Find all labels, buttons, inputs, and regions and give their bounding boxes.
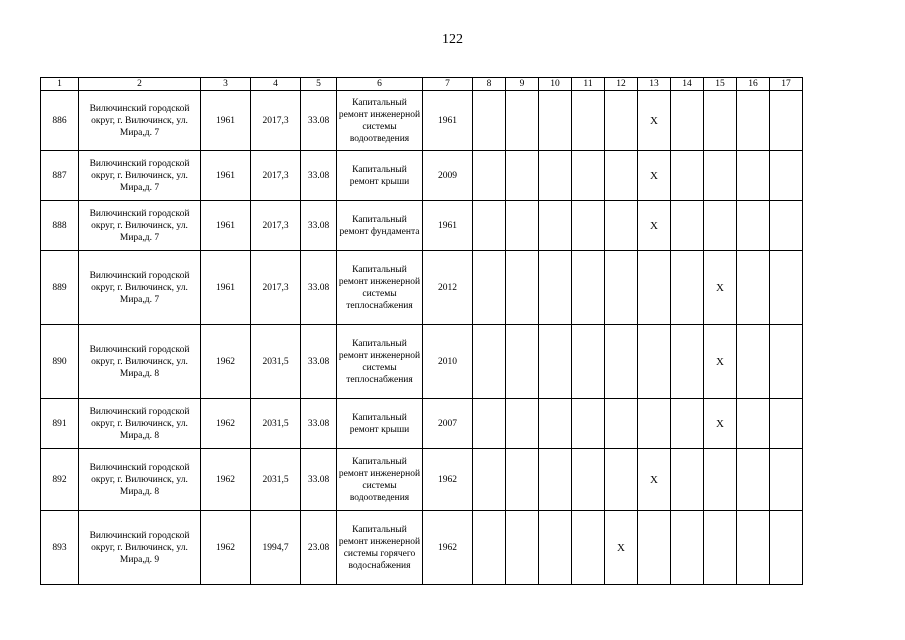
col-9-cell	[506, 151, 539, 201]
code-cell: 33.08	[301, 449, 337, 511]
work-type-cell: Капитальный ремонт инженерной системы теплоснабжения	[337, 325, 423, 399]
table-row	[41, 91, 803, 151]
col-13-cell	[638, 325, 671, 399]
table-header	[41, 78, 803, 91]
col-14-cell	[671, 201, 704, 251]
col-11-cell	[572, 251, 605, 325]
col-9-cell	[506, 511, 539, 585]
col-15-cell: X	[704, 325, 737, 399]
col-9-cell	[506, 449, 539, 511]
work-year-cell: 2012	[423, 251, 473, 325]
col-11-cell	[572, 511, 605, 585]
register-table	[40, 77, 803, 585]
address-cell: Вилючинский городской округ, г. Вилючинск, ул. Мира,д. 9	[79, 511, 201, 585]
column-header-12: 12	[605, 78, 638, 91]
col-8-cell	[473, 449, 506, 511]
col-11-cell	[572, 201, 605, 251]
col-12-cell: X	[605, 511, 638, 585]
col-14-cell	[671, 325, 704, 399]
col-16-cell	[737, 151, 770, 201]
col-10-cell	[539, 151, 572, 201]
area-cell: 2017,3	[251, 151, 301, 201]
area-cell: 2017,3	[251, 251, 301, 325]
col-16-cell	[737, 399, 770, 449]
column-header-6: 6	[337, 78, 423, 91]
code-cell: 33.08	[301, 201, 337, 251]
year-built-cell: 1962	[201, 399, 251, 449]
row-number: 886	[41, 91, 79, 151]
work-year-cell: 1961	[423, 201, 473, 251]
col-9-cell	[506, 251, 539, 325]
col-14-cell	[671, 449, 704, 511]
col-13-cell	[638, 251, 671, 325]
col-17-cell	[770, 151, 803, 201]
col-14-cell	[671, 91, 704, 151]
col-13-cell	[638, 399, 671, 449]
col-8-cell	[473, 325, 506, 399]
col-16-cell	[737, 325, 770, 399]
work-type-cell: Капитальный ремонт инженерной системы теплоснабжения	[337, 251, 423, 325]
work-type-cell: Капитальный ремонт инженерной системы водоотведения	[337, 449, 423, 511]
col-15-cell	[704, 91, 737, 151]
table-row	[41, 251, 803, 325]
col-16-cell	[737, 449, 770, 511]
work-type-cell: Капитальный ремонт инженерной системы горячего водоснабжения	[337, 511, 423, 585]
header-row	[41, 78, 803, 91]
col-9-cell	[506, 399, 539, 449]
year-built-cell: 1961	[201, 251, 251, 325]
column-header-5: 5	[301, 78, 337, 91]
column-header-1: 1	[41, 78, 79, 91]
col-17-cell	[770, 511, 803, 585]
column-header-17: 17	[770, 78, 803, 91]
address-cell: Вилючинский городской округ, г. Вилючинск, ул. Мира,д. 7	[79, 151, 201, 201]
work-type-cell: Капитальный ремонт крыши	[337, 151, 423, 201]
col-17-cell	[770, 399, 803, 449]
row-number: 892	[41, 449, 79, 511]
year-built-cell: 1961	[201, 201, 251, 251]
col-13-cell: X	[638, 151, 671, 201]
col-10-cell	[539, 511, 572, 585]
col-12-cell	[605, 201, 638, 251]
col-10-cell	[539, 251, 572, 325]
col-10-cell	[539, 399, 572, 449]
year-built-cell: 1962	[201, 449, 251, 511]
table-row	[41, 511, 803, 585]
code-cell: 33.08	[301, 325, 337, 399]
col-10-cell	[539, 449, 572, 511]
address-cell: Вилючинский городской округ, г. Вилючинск, ул. Мира,д. 8	[79, 449, 201, 511]
address-cell: Вилючинский городской округ, г. Вилючинск, ул. Мира,д. 7	[79, 201, 201, 251]
work-year-cell: 1962	[423, 511, 473, 585]
col-10-cell	[539, 91, 572, 151]
area-cell: 2017,3	[251, 91, 301, 151]
col-10-cell	[539, 325, 572, 399]
code-cell: 33.08	[301, 251, 337, 325]
area-cell: 2017,3	[251, 201, 301, 251]
col-8-cell	[473, 151, 506, 201]
column-header-15: 15	[704, 78, 737, 91]
col-17-cell	[770, 325, 803, 399]
area-cell: 1994,7	[251, 511, 301, 585]
col-11-cell	[572, 151, 605, 201]
column-header-10: 10	[539, 78, 572, 91]
year-built-cell: 1962	[201, 511, 251, 585]
code-cell: 33.08	[301, 399, 337, 449]
col-9-cell	[506, 91, 539, 151]
col-15-cell	[704, 511, 737, 585]
year-built-cell: 1962	[201, 325, 251, 399]
col-16-cell	[737, 91, 770, 151]
col-11-cell	[572, 449, 605, 511]
work-type-cell: Капитальный ремонт инженерной системы водоотведения	[337, 91, 423, 151]
col-11-cell	[572, 399, 605, 449]
col-11-cell	[572, 325, 605, 399]
area-cell: 2031,5	[251, 399, 301, 449]
table-row	[41, 201, 803, 251]
col-15-cell	[704, 201, 737, 251]
work-year-cell: 1962	[423, 449, 473, 511]
col-8-cell	[473, 251, 506, 325]
col-17-cell	[770, 449, 803, 511]
row-number: 893	[41, 511, 79, 585]
col-16-cell	[737, 251, 770, 325]
year-built-cell: 1961	[201, 91, 251, 151]
col-14-cell	[671, 251, 704, 325]
address-cell: Вилючинский городской округ, г. Вилючинск, ул. Мира,д. 7	[79, 251, 201, 325]
row-number: 889	[41, 251, 79, 325]
col-15-cell	[704, 151, 737, 201]
column-header-2: 2	[79, 78, 201, 91]
address-cell: Вилючинский городской округ, г. Вилючинск, ул. Мира,д. 8	[79, 325, 201, 399]
address-cell: Вилючинский городской округ, г. Вилючинск, ул. Мира,д. 7	[79, 91, 201, 151]
col-13-cell: X	[638, 91, 671, 151]
area-cell: 2031,5	[251, 325, 301, 399]
work-type-cell: Капитальный ремонт крыши	[337, 399, 423, 449]
column-header-9: 9	[506, 78, 539, 91]
code-cell: 23.08	[301, 511, 337, 585]
col-16-cell	[737, 201, 770, 251]
col-14-cell	[671, 151, 704, 201]
column-header-8: 8	[473, 78, 506, 91]
work-year-cell: 2009	[423, 151, 473, 201]
col-11-cell	[572, 91, 605, 151]
address-cell: Вилючинский городской округ, г. Вилючинск, ул. Мира,д. 8	[79, 399, 201, 449]
table-row	[41, 325, 803, 399]
col-15-cell	[704, 449, 737, 511]
col-14-cell	[671, 511, 704, 585]
work-year-cell: 2007	[423, 399, 473, 449]
column-header-11: 11	[572, 78, 605, 91]
col-13-cell	[638, 511, 671, 585]
col-10-cell	[539, 201, 572, 251]
page-number: 122	[442, 32, 463, 47]
col-8-cell	[473, 399, 506, 449]
col-17-cell	[770, 201, 803, 251]
col-17-cell	[770, 91, 803, 151]
column-header-16: 16	[737, 78, 770, 91]
table-row	[41, 151, 803, 201]
column-header-4: 4	[251, 78, 301, 91]
col-12-cell	[605, 91, 638, 151]
col-15-cell: X	[704, 251, 737, 325]
area-cell: 2031,5	[251, 449, 301, 511]
table-row	[41, 449, 803, 511]
table-body	[41, 91, 803, 585]
col-12-cell	[605, 325, 638, 399]
col-8-cell	[473, 91, 506, 151]
row-number: 890	[41, 325, 79, 399]
col-8-cell	[473, 511, 506, 585]
table-row	[41, 399, 803, 449]
col-12-cell	[605, 399, 638, 449]
code-cell: 33.08	[301, 151, 337, 201]
row-number: 888	[41, 201, 79, 251]
work-year-cell: 2010	[423, 325, 473, 399]
col-16-cell	[737, 511, 770, 585]
row-number: 887	[41, 151, 79, 201]
col-13-cell: X	[638, 201, 671, 251]
col-9-cell	[506, 325, 539, 399]
column-header-13: 13	[638, 78, 671, 91]
column-header-7: 7	[423, 78, 473, 91]
work-type-cell: Капитальный ремонт фундамента	[337, 201, 423, 251]
work-year-cell: 1961	[423, 91, 473, 151]
col-12-cell	[605, 151, 638, 201]
year-built-cell: 1961	[201, 151, 251, 201]
col-12-cell	[605, 251, 638, 325]
col-9-cell	[506, 201, 539, 251]
col-14-cell	[671, 399, 704, 449]
code-cell: 33.08	[301, 91, 337, 151]
column-header-3: 3	[201, 78, 251, 91]
column-header-14: 14	[671, 78, 704, 91]
col-15-cell: X	[704, 399, 737, 449]
col-17-cell	[770, 251, 803, 325]
col-8-cell	[473, 201, 506, 251]
col-12-cell	[605, 449, 638, 511]
col-13-cell: X	[638, 449, 671, 511]
row-number: 891	[41, 399, 79, 449]
